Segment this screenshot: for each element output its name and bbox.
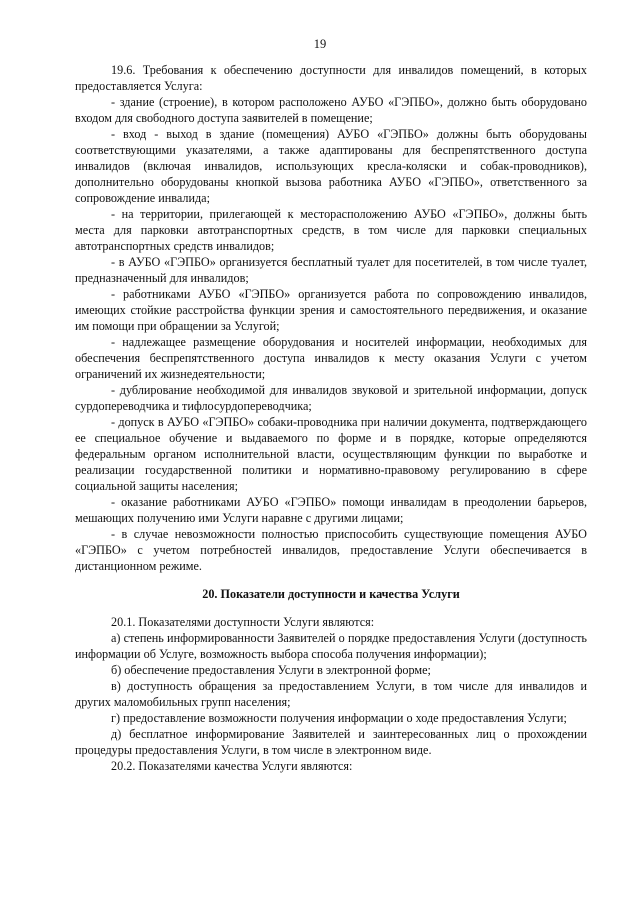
list-item: б) обеспечение предоставления Услуги в электронной форме;: [111, 663, 431, 677]
list-item: - на территории, прилегающей к месторасположению АУБО «ГЭПБО», должны быть места для парковки автотранспортных средств, в том числе для парковки специальных автотранспортных средств инвалидов;: [75, 207, 587, 253]
list-item: - вход - выход в здание (помещения) АУБО «ГЭПБО» должны быть оборудованы соответствующими указателями, а также адаптированы для беспрепятственного доступа инвалидов (включая инвалидов, использующих кресла-коляски и собак-проводников), дополнительно оборудованы кнопкой вызова работника АУБО «ГЭПБО», ответственного за сопровождение инвалида;: [75, 127, 587, 205]
list-item: - здание (строение), в котором расположено АУБО «ГЭПБО», должно быть оборудовано входом для свободного доступа заявителей в помещение;: [75, 95, 587, 125]
list-item: а) степень информированности Заявителей о порядке предоставления Услуги (доступность информации об Услуге, возможность выбора способа получения информации);: [75, 631, 587, 661]
paragraph-20-1: 20.1. Показателями доступности Услуги являются:: [111, 615, 375, 629]
section-heading-20: 20. Показатели доступности и качества Услуги: [202, 587, 460, 601]
list-item: г) предоставление возможности получения информации о ходе предоставления Услуги;: [111, 711, 567, 725]
list-item: - допуск в АУБО «ГЭПБО» собаки-проводника при наличии документа, подтверждающего ее специальное обучение и выдаваемого по форме и в порядке, которые определяются федеральным органом исполнительной власти, осуществляющим функции по выработке и реализации государственной политики и нормативно-правовому регулированию в сфере социальной защиты населения;: [75, 415, 587, 493]
page-number: 19: [313, 37, 327, 51]
list-item: - надлежащее размещение оборудования и носителей информации, необходимых для обеспечения беспрепятственного доступа инвалидов к месту оказания Услуги с учетом ограничений их жизнедеятельности;: [75, 335, 587, 381]
list-item: - дублирование необходимой для инвалидов звуковой и зрительной информации, допуск сурдопереводчика и тифлосурдопереводчика;: [75, 383, 587, 413]
list-item: - оказание работниками АУБО «ГЭПБО» помощи инвалидам в преодолении барьеров, мешающих получению ими Услуги наравне с другими лицами;: [75, 495, 587, 525]
page-content: [75, 62, 587, 774]
list-item: - в АУБО «ГЭПБО» организуется бесплатный туалет для посетителей, в том числе туалет, предназначенный для инвалидов;: [75, 255, 587, 285]
list-item: в) доступность обращения за предоставлением Услуги, в том числе для инвалидов и других маломобильных групп населения;: [75, 679, 587, 709]
list-item: - в случае невозможности полностью приспособить существующие помещения АУБО «ГЭПБО» с учетом потребностей инвалидов, предоставление Услуги обеспечивается в дистанционном режиме.: [75, 527, 587, 573]
paragraph-20-2: 20.2. Показателями качества Услуги являются:: [111, 759, 353, 773]
list-item: - работниками АУБО «ГЭПБО» организуется работа по сопровождению инвалидов, имеющих стойкие расстройства функции зрения и самостоятельного передвижения, и оказание им помощи при обращении за Услугой;: [75, 287, 587, 333]
list-item: д) бесплатное информирование Заявителей и заинтересованных лиц о прохождении процедуры предоставления Услуги, в том числе в электронном виде.: [75, 727, 587, 757]
paragraph-19-6: 19.6. Требования к обеспечению доступности для инвалидов помещений, в которых предоставляется Услуга:: [75, 63, 587, 93]
